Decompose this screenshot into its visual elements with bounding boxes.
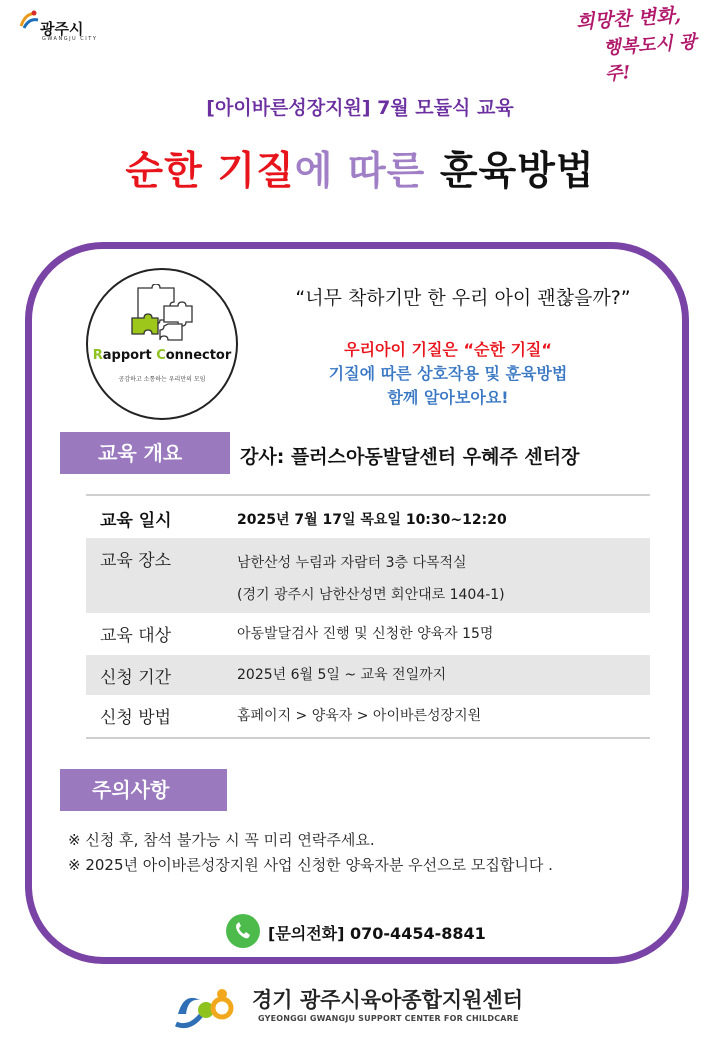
slogan-line-1: 희망찬 변화, (575, 4, 682, 34)
logo-word-2: onnector (165, 348, 232, 363)
overview-tab-label: 교육 개요 (98, 441, 183, 465)
title-part-2: 에 따른 (294, 149, 440, 194)
row-value-location: 남한산성 누림과 자람터 3층 다목적실 (237, 555, 467, 571)
headline-quote: “너무 착하기만 한 우리 아이 괜찮을까?” (295, 287, 631, 309)
row-value-date: 2025년 7월 17일 목요일 10:30~12:20 (237, 512, 507, 528)
row-value-method: 홈페이지 > 양육자 > 아이바른성장지원 (237, 708, 482, 724)
table-row-period (86, 655, 650, 695)
phone-icon (226, 914, 260, 948)
row-label-location: 교육 장소 (100, 551, 172, 571)
notice-tab-label: 주의사항 (92, 778, 170, 802)
intro-line-2: 기질에 따른 상호작용 및 훈육방법 (328, 364, 568, 383)
row-label-target: 교육 대상 (100, 626, 172, 646)
intro-text (248, 338, 648, 410)
row-value-period: 2025년 6월 5일 ~ 교육 전일까지 (237, 667, 447, 683)
main-title (0, 140, 720, 196)
notice-tab (60, 769, 227, 811)
row-label-period: 신청 기간 (100, 668, 172, 688)
table-row-location (86, 538, 650, 613)
center-emblem-icon (172, 984, 242, 1030)
logo-letter-c: C (156, 348, 166, 363)
city-emblem-icon (18, 8, 40, 30)
logo-letter-r: R (92, 348, 103, 363)
intro-line-1: 우리아이 기질은 “순한 기질“ (344, 340, 552, 359)
logo-word-1: apport (102, 348, 157, 363)
city-logo (18, 8, 108, 44)
slogan-line-2: 행복도시 광주! (602, 31, 698, 85)
table-row-target (86, 613, 650, 655)
overview-table (86, 494, 650, 739)
intro-line-3: 함께 알아보아요! (387, 388, 509, 407)
notice-item: ※ 신청 후, 참석 불가능 시 꼭 미리 연락주세요. (68, 831, 375, 849)
row-label-date: 교육 일시 (100, 511, 172, 531)
instructor-info: 강사: 플러스아동발달센터 우혜주 센터장 (240, 446, 580, 468)
notice-item: ※ 2025년 아이바른성장지원 사업 신청한 양육자분 우선으로 모집합니다 . (68, 856, 553, 874)
contact-phone-text[interactable]: [문의전화] 070-4454-8841 (268, 924, 486, 943)
row-value-target: 아동발달검사 진행 및 신청한 양육자 15명 (237, 626, 494, 642)
notice-list (68, 828, 553, 878)
rapport-connector-logo (86, 268, 238, 420)
city-slogan (560, 4, 720, 85)
puzzle-icon (130, 284, 194, 344)
row-value-location-address: (경기 광주시 남한산성면 회안대로 1404-1) (237, 587, 505, 603)
table-row-method (86, 695, 650, 737)
city-name-english: GWANGJU CITY (42, 36, 98, 42)
phone-glyph (226, 914, 260, 948)
logo-tagline: 공감하고 소통하는 우리만의 모임 (118, 376, 206, 383)
program-subtitle: [아이바른성장지원] 7월 모듈식 교육 (206, 97, 514, 119)
table-row-date (86, 496, 650, 538)
title-part-1: 순한 기질 (125, 149, 295, 194)
center-name: 경기 광주시육아종합지원센터 (252, 988, 524, 1012)
logo-name (88, 348, 236, 363)
title-part-3: 훈육방법 (439, 149, 595, 194)
center-logo (172, 984, 242, 1030)
overview-tab (60, 432, 230, 474)
center-name-english: GYEONGGI GWANGJU SUPPORT CENTER FOR CHILDCARE (258, 1014, 519, 1023)
city-name: 광주시 (40, 20, 84, 38)
row-label-method: 신청 방법 (100, 708, 172, 728)
table-bottom-divider (86, 737, 650, 739)
